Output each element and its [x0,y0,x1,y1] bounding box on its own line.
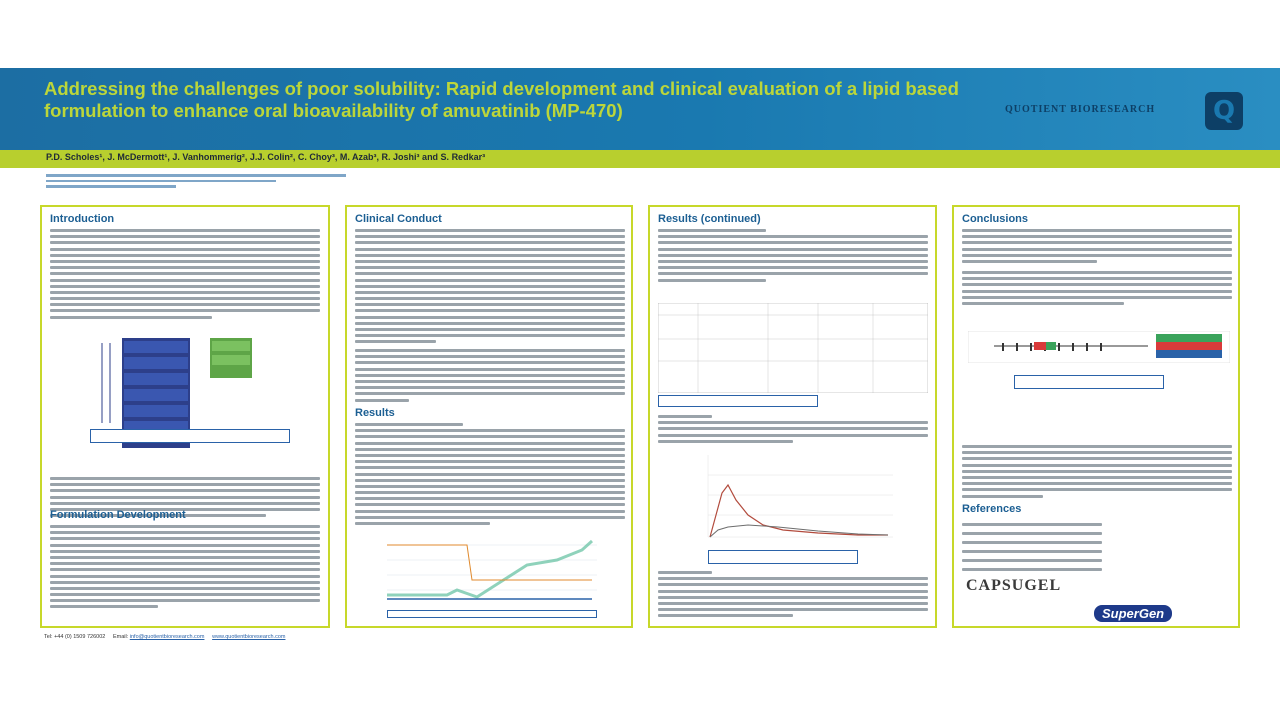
capsugel-logo: CAPSUGEL [966,577,1062,594]
clinical-text-2 [355,349,625,405]
clinical-text [355,229,625,347]
reference-list [962,523,1102,577]
contact-email-link[interactable]: info@quotientbioresearch.com [129,634,205,640]
figure-3-caption [708,550,858,564]
figure-4-caption [1014,375,1164,389]
conclusions-text-3 [962,445,1232,501]
clinical-results-text [658,415,928,446]
dissolution-chart [387,535,597,607]
section-clinical-heading: Clinical Conduct [355,213,442,225]
section-conclusions-heading: Conclusions [962,213,1029,225]
results-cont-text [658,229,928,285]
conclusions-text [962,229,1232,266]
table-caption [658,395,818,407]
results-text [355,423,625,528]
section-formulation-heading: Formulation Development [50,509,186,521]
quotient-q-icon: Q [1205,92,1243,130]
panel-conclusions [952,205,1240,628]
quotient-logo-text: QUOTIENT BIORESEARCH [1005,104,1156,115]
poster-title: Addressing the challenges of poor solubility: Rapid development and clinical evaluation of a lipid based formulation to enhance oral bioavailability of amuvatinib (MP-470) [44,78,959,121]
contact-phone: Tel: +44 (0) 1509 726002 [44,634,106,640]
supergen-logo: SuperGen [1094,605,1172,622]
formulation-text [50,525,320,612]
introduction-text [50,229,320,322]
figure-2-caption [387,610,597,618]
panel-results-continued [648,205,937,628]
affiliations [46,172,346,191]
figure-1-caption [90,429,290,443]
findings-text [658,571,928,621]
conclusions-text-2 [962,271,1232,308]
section-results-continued-heading: Results (continued) [658,213,761,225]
contact-email-label: Email: [112,634,129,640]
panel-introduction [40,205,330,628]
gmp-table [658,303,928,393]
panel-clinical [345,205,633,628]
author-list: P.D. Scholes¹, J. McDermott¹, J. Vanhommerig², J.J. Colin², C. Choy³, M. Azab³, R. Joshi³ and S. Redkar³ [46,152,486,162]
contact-info [44,634,285,640]
timeline-red-marker [1034,342,1046,350]
pk-profile-chart [688,445,898,545]
contact-website-link[interactable]: www.quotientbioresearch.com [212,634,286,640]
section-references-heading: References [962,503,1022,515]
section-results-heading: Results [355,407,395,419]
section-introduction-heading: Introduction [50,213,115,225]
timeline-figure [968,331,1230,363]
timeline-green-marker [1046,342,1056,350]
quotient-logo [1005,92,1255,132]
